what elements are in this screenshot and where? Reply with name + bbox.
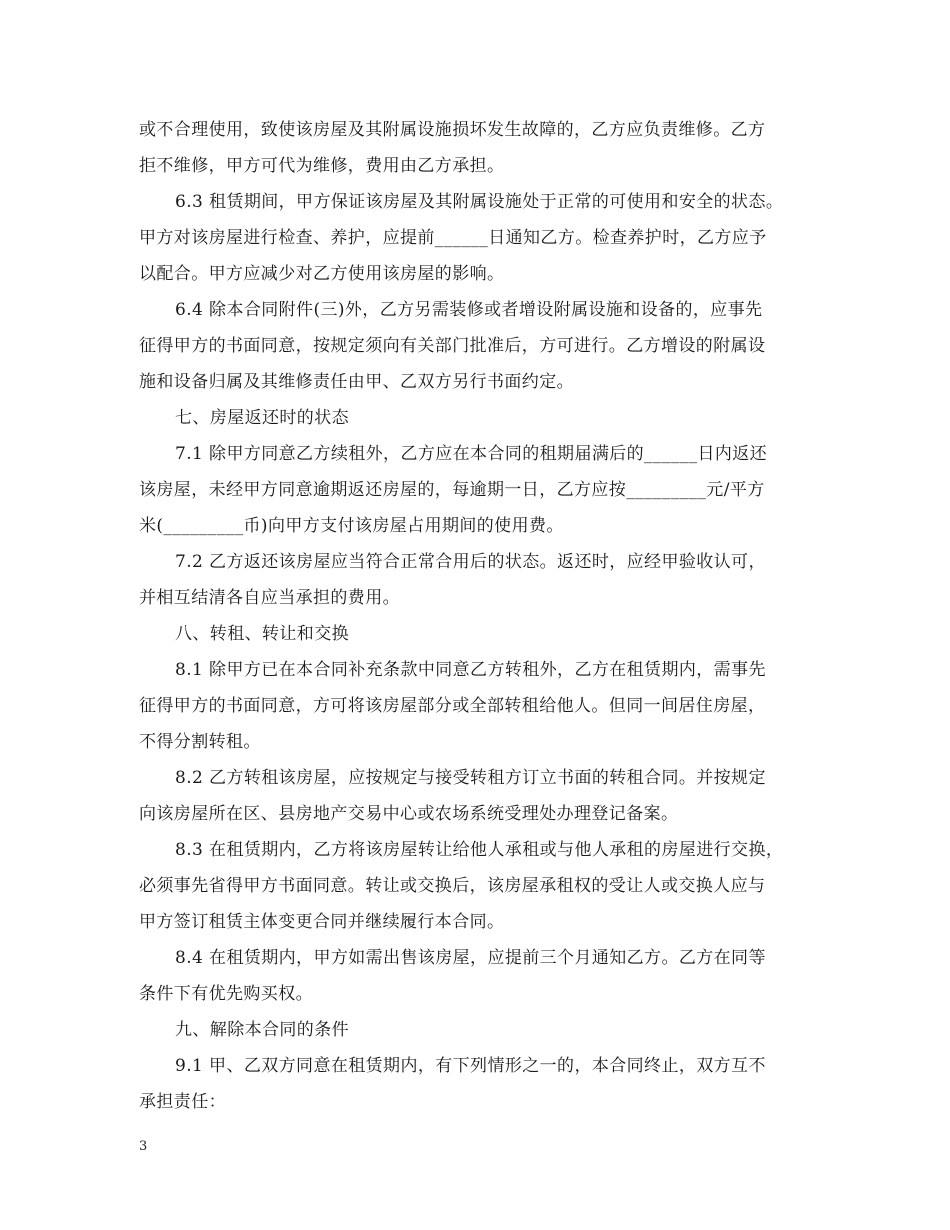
section-heading-9: 九、解除本合同的条件 bbox=[175, 1020, 349, 1040]
section-heading-7: 七、房屋返还时的状态 bbox=[175, 408, 349, 428]
text-line: 不得分割转租。 bbox=[139, 732, 261, 752]
text-line: 甲方签订租赁主体变更合同并继续履行本合同。 bbox=[139, 912, 505, 932]
text-line: 向该房屋所在区、县房地产交易中心或农场系统受理处办理登记备案。 bbox=[139, 804, 679, 824]
text-line: 条件下有优先购买权。 bbox=[139, 984, 313, 1004]
page-number: 3 bbox=[139, 1139, 148, 1154]
text-line: 施和设备归属及其维修责任由甲、乙双方另行书面约定。 bbox=[139, 372, 574, 392]
section-heading-8: 八、转租、转让和交换 bbox=[175, 624, 349, 644]
clause-8-4: 8.4 在租赁期内，甲方如需出售该房屋，应提前三个月通知乙方。乙方在同等 bbox=[175, 948, 766, 968]
text-line: 承担责任： bbox=[139, 1092, 226, 1112]
text-line: 或不合理使用，致使该房屋及其附属设施损坏发生故障的，乙方应负责维修。乙方 bbox=[139, 120, 766, 140]
clause-7-2: 7.2 乙方返还该房屋应当符合正常合用后的状态。返还时，应经甲验收认可， bbox=[175, 552, 766, 572]
clause-6-4: 6.4 除本合同附件(三)外，乙方另需装修或者增设附属设施和设备的，应事先 bbox=[175, 300, 763, 320]
text-line: 必须事先省得甲方书面同意。转让或交换后，该房屋承租权的受让人或交换人应与 bbox=[139, 876, 766, 896]
text-line: 甲方对该房屋进行检查、养护，应提前______日通知乙方。检查养护时，乙方应予 bbox=[139, 228, 767, 248]
clause-8-1: 8.1 除甲方已在本合同补充条款中同意乙方转租外，乙方在租赁期内，需事先 bbox=[175, 660, 766, 680]
text-line: 米(_________币)向甲方支付该房屋占用期间的使用费。 bbox=[139, 516, 564, 536]
text-line: 征得甲方的书面同意，按规定须向有关部门批准后，方可进行。乙方增设的附属设 bbox=[139, 336, 766, 356]
text-line: 该房屋，未经甲方同意逾期返还房屋的，每逾期一日，乙方应按_________元/平方 bbox=[139, 480, 765, 500]
text-line: 并相互结清各自应当承担的费用。 bbox=[139, 588, 400, 608]
clause-9-1: 9.1 甲、乙双方同意在租赁期内，有下列情形之一的，本合同终止，双方互不 bbox=[175, 1056, 766, 1076]
clause-8-3: 8.3 在租赁期内，乙方将该房屋转让给他人承租或与他人承租的房屋进行交换， bbox=[175, 840, 784, 860]
text-line: 征得甲方的书面同意，方可将该房屋部分或全部转租给他人。但同一间居住房屋， bbox=[139, 696, 766, 716]
clause-8-2: 8.2 乙方转租该房屋，应按规定与接受转租方订立书面的转租合同。并按规定 bbox=[175, 768, 766, 788]
clause-7-1: 7.1 除甲方同意乙方续租外，乙方应在本合同的租期届满后的______日内返还 bbox=[175, 444, 768, 464]
clause-6-3: 6.3 租赁期间，甲方保证该房屋及其附属设施处于正常的可使用和安全的状态。 bbox=[175, 192, 784, 212]
text-line: 拒不维修，甲方可代为维修，费用由乙方承担。 bbox=[139, 156, 505, 176]
text-line: 以配合。甲方应减少对乙方使用该房屋的影响。 bbox=[139, 264, 505, 284]
